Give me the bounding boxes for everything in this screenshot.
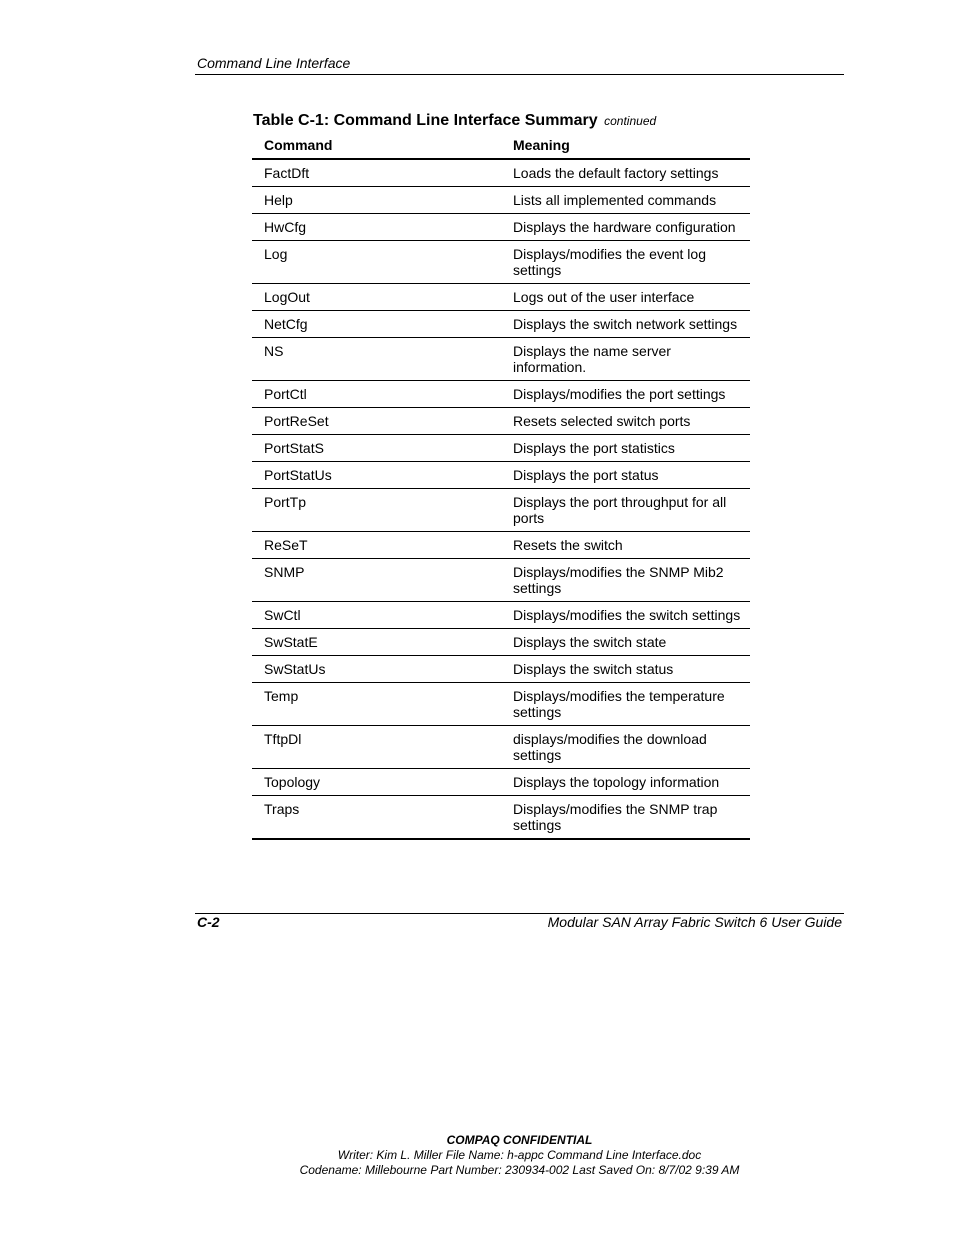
- command-cell: SwStatUs: [252, 656, 513, 683]
- column-header-meaning: Meaning: [513, 133, 750, 159]
- command-cell: Log: [252, 241, 513, 284]
- table-continued-label: continued: [604, 114, 657, 128]
- table-body: [252, 159, 750, 839]
- table-row: [252, 602, 750, 629]
- meaning-cell: Displays the switch status: [513, 656, 750, 683]
- meaning-cell: Lists all implemented commands: [513, 187, 750, 214]
- table-row: [252, 769, 750, 796]
- meaning-cell: Displays the name server information.: [513, 338, 750, 381]
- confidential-line-1: COMPAQ CONFIDENTIAL: [446, 1133, 593, 1147]
- command-cell: SwStatE: [252, 629, 513, 656]
- meaning-cell: Displays the port status: [513, 462, 750, 489]
- table-row: [252, 559, 750, 602]
- table-row: [252, 338, 750, 381]
- table-row: [252, 726, 750, 769]
- command-summary-table: [252, 133, 750, 840]
- table-row: [252, 489, 750, 532]
- confidential-notice: [0, 1133, 954, 1178]
- table-row: [252, 408, 750, 435]
- command-cell: Temp: [252, 683, 513, 726]
- meaning-cell: Loads the default factory settings: [513, 159, 750, 187]
- meaning-cell: Displays the switch network settings: [513, 311, 750, 338]
- table-row: [252, 284, 750, 311]
- meaning-cell: Displays/modifies the temperature settings: [513, 683, 750, 726]
- meaning-cell: Displays/modifies the SNMP trap settings: [513, 796, 750, 840]
- command-cell: Topology: [252, 769, 513, 796]
- command-cell: NS: [252, 338, 513, 381]
- column-header-command: Command: [252, 133, 513, 159]
- meaning-cell: Resets selected switch ports: [513, 408, 750, 435]
- meaning-cell: Displays the hardware configuration: [513, 214, 750, 241]
- table-row: [252, 796, 750, 840]
- command-cell: SwCtl: [252, 602, 513, 629]
- table-row: [252, 435, 750, 462]
- command-cell: PortReSet: [252, 408, 513, 435]
- table-row: [252, 187, 750, 214]
- table-row: [252, 311, 750, 338]
- meaning-cell: Displays/modifies the port settings: [513, 381, 750, 408]
- command-cell: NetCfg: [252, 311, 513, 338]
- command-cell: PortStatS: [252, 435, 513, 462]
- table-row: [252, 241, 750, 284]
- table-caption-title: Table C-1: Command Line Interface Summary: [253, 112, 598, 129]
- meaning-cell: Resets the switch: [513, 532, 750, 559]
- table-row: [252, 629, 750, 656]
- table-row: [252, 159, 750, 187]
- meaning-cell: Displays/modifies the event log settings: [513, 241, 750, 284]
- command-cell: FactDft: [252, 159, 513, 187]
- meaning-cell: Displays/modifies the SNMP Mib2 settings: [513, 559, 750, 602]
- command-cell: Help: [252, 187, 513, 214]
- table-row: [252, 462, 750, 489]
- table-row: [252, 381, 750, 408]
- command-cell: PortStatUs: [252, 462, 513, 489]
- command-cell: SNMP: [252, 559, 513, 602]
- meaning-cell: Logs out of the user interface: [513, 284, 750, 311]
- table-row: [252, 656, 750, 683]
- command-cell: PortTp: [252, 489, 513, 532]
- command-cell: Traps: [252, 796, 513, 840]
- meaning-cell: displays/modifies the download settings: [513, 726, 750, 769]
- meaning-cell: Displays the port statistics: [513, 435, 750, 462]
- command-cell: ReSeT: [252, 532, 513, 559]
- command-cell: PortCtl: [252, 381, 513, 408]
- command-cell: LogOut: [252, 284, 513, 311]
- confidential-line-2: Writer: Kim L. Miller File Name: h-appc Command Line Interface.doc: [337, 1148, 702, 1162]
- running-header: Command Line Interface: [197, 55, 351, 71]
- table-row: [252, 683, 750, 726]
- confidential-line-3: Codename: Millebourne Part Number: 230934-002 Last Saved On: 8/7/02 9:39 AM: [299, 1163, 740, 1177]
- meaning-cell: Displays/modifies the switch settings: [513, 602, 750, 629]
- command-cell: TftpDl: [252, 726, 513, 769]
- meaning-cell: Displays the port throughput for all ports: [513, 489, 750, 532]
- table-row: [252, 532, 750, 559]
- meaning-cell: Displays the topology information: [513, 769, 750, 796]
- table-row: [252, 214, 750, 241]
- table-header-row: [252, 133, 750, 159]
- table-caption: [253, 112, 656, 130]
- command-cell: HwCfg: [252, 214, 513, 241]
- guide-title: Modular SAN Array Fabric Switch 6 User Guide: [547, 914, 842, 930]
- header-rule: [195, 74, 844, 75]
- meaning-cell: Displays the switch state: [513, 629, 750, 656]
- page-number: C-2: [197, 914, 220, 930]
